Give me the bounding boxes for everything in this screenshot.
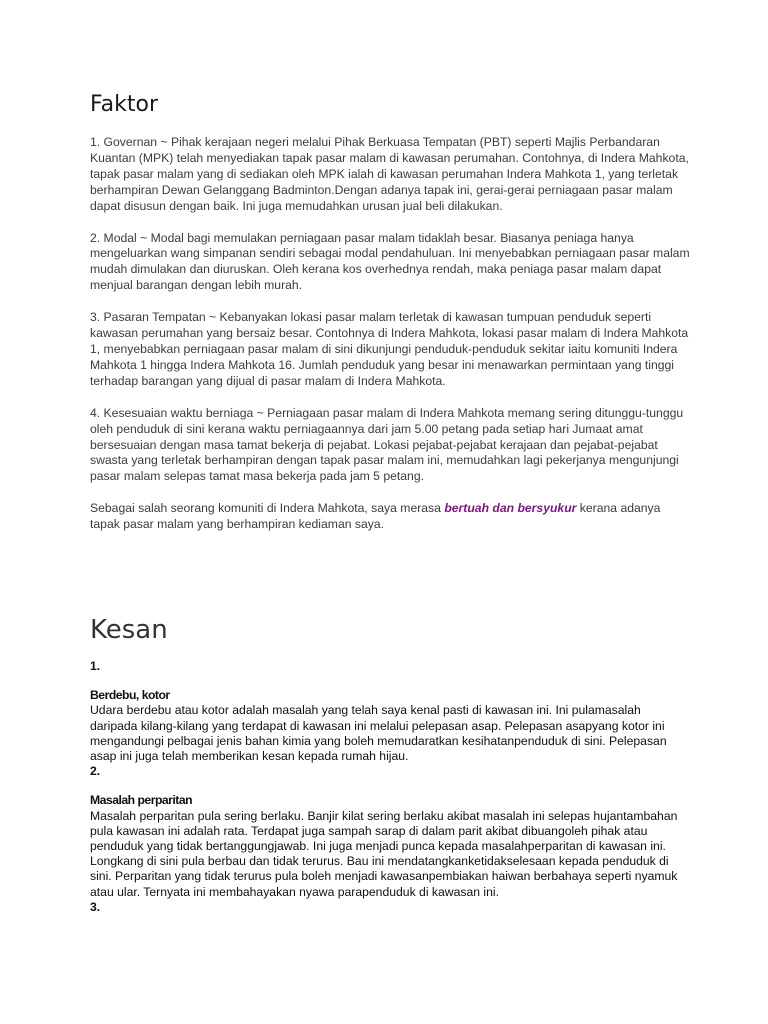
faktor-item-2: 2. Modal ~ Modal bagi memulakan perniagaan pasar malam tidaklah besar. Biasanya peniaga hanya mengeluarkan wang simpanan sendiri sebagai modal pendahuluan. Ini menyebabkan perniagaan pasar malam mudah dimulakan dan diuruskan. Oleh kerana kos overhednya rendah, maka peniaga pasar malam dapat menjual barangan dengan lebih murah. (90, 230, 690, 293)
faktor-item-1: 1. Governan ~ Pihak kerajaan negeri melalui Pihak Berkuasa Tempatan (PBT) seperti Majlis Perbandaran Kuantan (MPK) telah menyediakan tapak pasar malam di kawasan perumahan. Contohnya, di Indera Mahkota, tapak pasar malam yang di sediakan oleh MPK ialah di kawasan perumahan Indera Mahkota 1, yang terletak berhampiran Dewan Gelanggang Badminton.Dengan adanya tapak ini, gerai-gerai perniagaan pasar malam dapat disusun dengan baik. Ini juga memudahkan urusan jual beli dilakukan. (90, 135, 689, 213)
kesan-number-2: 2. (90, 764, 101, 779)
kesan-subheading-2: Masalah perparitan (90, 793, 193, 808)
faktor-closing (90, 501, 690, 533)
faktor-heading: Faktor (90, 92, 158, 117)
kesan-text-2: Masalah perparitan pula sering berlaku. Banjir kilat sering berlaku akibat masalah ini selepas hujantambahan pula kawasan ini adalah rata. Terdapat juga sampah sarap di dalam parit akibat dibuangoleh pihak atau penduduk yang tidak bertanggungjawab. Ini juga menjadi punca kepada masalahperparitan di kawasan ini. Longkang di sini pula berbau dan tidak terurus. Bau ini mendatangkanketidakselesaan kepada penduduk di sini. Perparitan yang tidak terurus pula boleh menjadi kawasanpembiakan haiwan berbahaya seperti nyamuk atau ular. Ternyata ini membahayakan nyawa parapenduduk di kawasan ini. (90, 808, 678, 899)
kesan-number-1: 1. (90, 659, 101, 673)
kesan-section (90, 659, 690, 915)
faktor-item-4: 4. Kesesuaian waktu berniaga ~ Perniagaan pasar malam di Indera Mahkota memang sering ditunggu-tunggu oleh penduduk di sini kerana waktu perniagaannya dari jam 5.00 petang pada setiap hari Jumaat amat bersesuaian dengan masa tamat bekerja di pejabat. Lokasi pejabat-pejabat kerajaan dan pejabat-pejabat swasta yang terletak berhampiran dengan tapak pasar malam ini, memudahkan lagi pekerjanya mengunjungi pasar malam selepas tamat masa bekerja pada jam 5 petang. (90, 405, 684, 484)
closing-text-after: kerana adanya tapak pasar malam yang berhampiran kediaman saya. (90, 501, 661, 532)
kesan-number-3: 3. (90, 899, 101, 914)
kesan-heading: Kesan (90, 615, 168, 645)
spacer (90, 674, 690, 688)
closing-highlight: bertuah dan bersyukur (444, 501, 577, 516)
faktor-item-3: 3. Pasaran Tempatan ~ Kebanyakan lokasi pasar malam terletak di kawasan tumpuan penduduk seperti kawasan perumahan yang bersaiz besar. Contohnya di Indera Mahkota, lokasi pasar malam di Indera Mahkota 1, menyebabkan perniagaan pasar malam di sini dikunjungi penduduk-penduduk sekitar iaitu komuniti Indera Mahkota 1 hingga Indera Mahkota 16. Jumlah penduduk yang besar ini menawarkan permintaan yang tinggi terhadap barangan yang dijual di pasar malam di Indera Mahkota. (90, 310, 689, 388)
kesan-text-1: Udara berdebu atau kotor adalah masalah yang telah saya kenal pasti di kawasan ini. Ini pulamasalah daripada kilang-kilang yang terdapat di kawasan ini melalui pelepasan asap. Pelepasan asapyang kotor ini mengandungi pelbagai jenis bahan kimia yang boleh memudaratkan kesihatanpenduduk di sini. Pelepasan asap ini juga telah memberikan kesan kepada rumah hijau. (90, 703, 667, 764)
closing-text-before: Sebagai salah seorang komuniti di Indera Mahkota, saya merasa (90, 501, 445, 516)
spacer (90, 779, 690, 793)
kesan-subheading-1: Berdebu, kotor (90, 688, 170, 703)
faktor-section (90, 135, 690, 549)
